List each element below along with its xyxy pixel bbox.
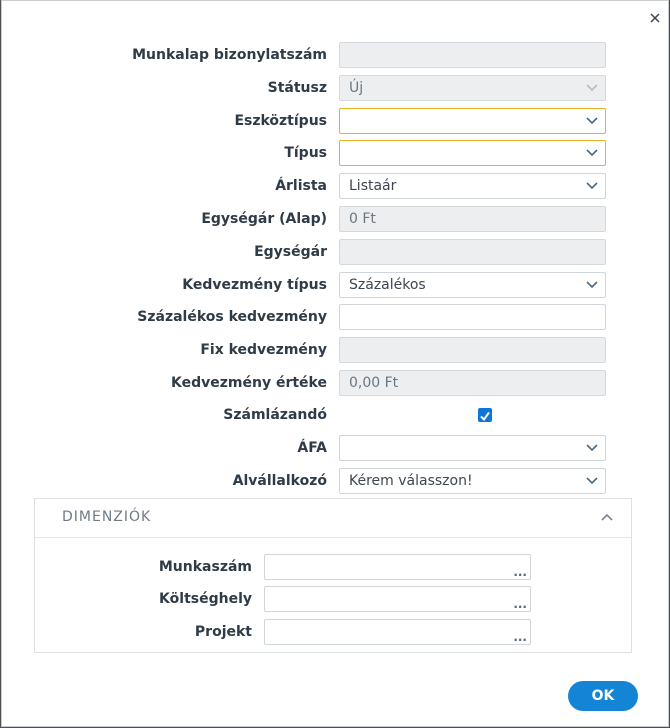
project-input[interactable] [264, 619, 531, 645]
discount-value-field: 0,00 Ft [339, 370, 606, 396]
work-number-row [35, 554, 633, 580]
discount-value-row [2, 370, 670, 396]
type-select[interactable] [339, 140, 606, 166]
ok-button[interactable]: OK [568, 681, 638, 711]
type-row [2, 140, 670, 166]
status-select [339, 75, 606, 101]
unit-price-field [339, 239, 606, 265]
type-label: Típus [284, 145, 327, 161]
project-row [35, 619, 633, 645]
chevron-down-icon [586, 117, 598, 125]
percent-discount-label: Százalékos kedvezmény [137, 309, 327, 325]
price-list-row [2, 173, 670, 199]
unit-price-base-label: Egységár (Alap) [201, 211, 327, 227]
cost-center-input[interactable] [264, 586, 531, 612]
discount-type-label: Kedvezmény típus [182, 277, 327, 293]
project-label: Projekt [194, 624, 252, 640]
asset-type-row [2, 108, 670, 134]
price-list-select[interactable] [339, 173, 606, 199]
discount-value-label: Kedvezmény értéke [171, 375, 327, 391]
fix-discount-field [339, 337, 606, 363]
dimensions-title: DIMENZIÓK [62, 509, 152, 525]
picker-dots-icon[interactable]: ... [513, 597, 527, 611]
work-sheet-number-field [339, 42, 606, 68]
chevron-down-icon [586, 84, 598, 92]
price-list-label: Árlista [275, 178, 327, 194]
price-list-value: Listaár [349, 178, 397, 194]
work-sheet-number-row [2, 42, 670, 68]
status-row [2, 75, 670, 101]
checkmark-icon [478, 409, 492, 423]
discount-type-value: Százalékos [349, 277, 426, 293]
chevron-down-icon [586, 477, 598, 485]
status-value: Új [349, 80, 364, 96]
chevron-down-icon [586, 182, 598, 190]
chevron-up-icon[interactable] [601, 513, 613, 521]
dimensions-panel [34, 498, 632, 653]
discount-type-row [2, 272, 670, 298]
work-number-label: Munkaszám [158, 559, 252, 575]
subcontractor-select[interactable] [339, 468, 606, 494]
subcontractor-label: Alvállalkozó [232, 473, 327, 489]
chevron-down-icon [586, 444, 598, 452]
work-number-input[interactable] [264, 554, 531, 580]
cost-center-row [35, 586, 633, 612]
percent-discount-input[interactable] [339, 304, 606, 330]
chevron-down-icon [586, 281, 598, 289]
percent-discount-row [2, 304, 670, 330]
asset-type-select[interactable] [339, 108, 606, 134]
picker-dots-icon[interactable]: ... [513, 565, 527, 579]
billable-label: Számlázandó [223, 407, 327, 423]
billable-checkbox[interactable] [478, 408, 492, 422]
chevron-down-icon [586, 149, 598, 157]
work-sheet-number-label: Munkalap bizonylatszám [132, 47, 327, 63]
vat-row [2, 435, 670, 461]
subcontractor-value: Kérem válasszon! [349, 473, 473, 489]
unit-price-base-row [2, 206, 670, 232]
fix-discount-row [2, 337, 670, 363]
dialog [1, 0, 669, 727]
cost-center-label: Költséghely [159, 591, 252, 607]
close-icon[interactable] [648, 11, 662, 25]
dimensions-panel-header[interactable] [35, 499, 631, 538]
vat-select[interactable] [339, 435, 606, 461]
discount-type-select[interactable] [339, 272, 606, 298]
asset-type-label: Eszköztípus [234, 113, 327, 129]
picker-dots-icon[interactable]: ... [513, 630, 527, 644]
subcontractor-row [2, 468, 670, 494]
unit-price-label: Egységár [254, 244, 327, 260]
billable-row [2, 402, 670, 428]
vat-label: ÁFA [297, 440, 327, 456]
status-label: Státusz [267, 80, 327, 96]
unit-price-base-field: 0 Ft [339, 206, 606, 232]
unit-price-row [2, 239, 670, 265]
fix-discount-label: Fix kedvezmény [200, 342, 327, 358]
